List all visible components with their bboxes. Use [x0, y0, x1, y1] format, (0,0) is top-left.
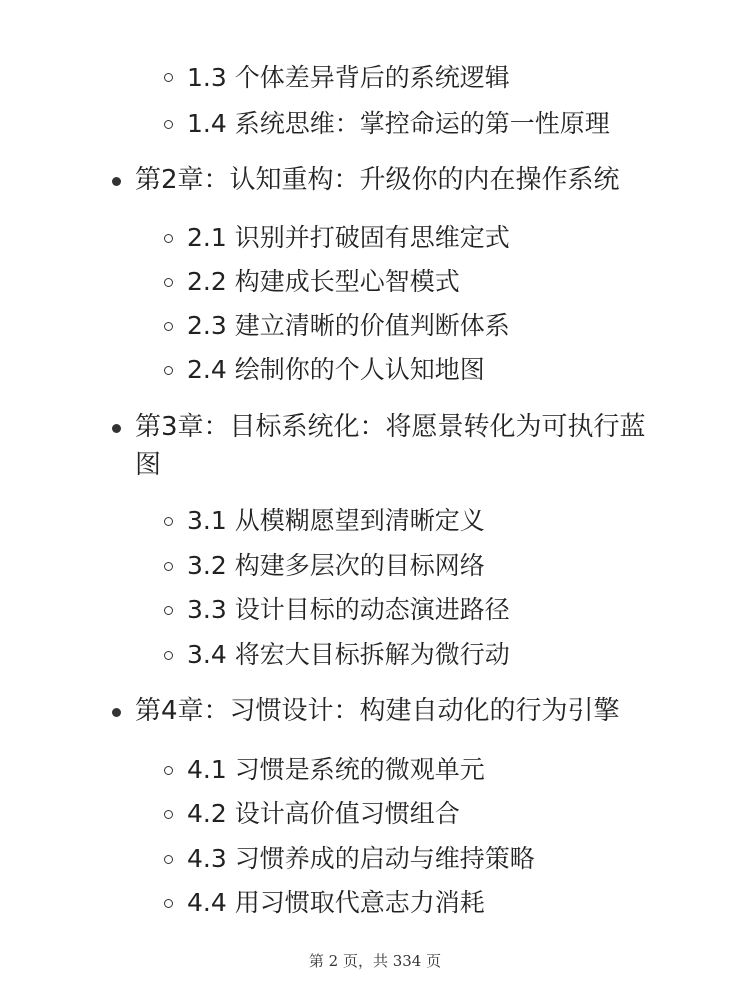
section-title: 个体差异背后的系统逻辑: [234, 63, 510, 92]
list-bullet-disc-icon: [112, 177, 121, 186]
list-bullet-circle-icon: [164, 366, 173, 375]
list-bullet-circle-icon: [164, 562, 173, 571]
toc-chapter-2[interactable]: 第2章：认知重构：升级你的内在操作系统: [135, 165, 620, 195]
list-bullet-circle-icon: [164, 278, 173, 287]
toc-chapter-4[interactable]: 第4章：习惯设计：构建自动化的行为引擎: [135, 696, 620, 726]
toc-section-3-3[interactable]: 3.3 设计目标的动态演进路径: [187, 595, 510, 624]
toc-chapter-3[interactable]: [135, 406, 646, 449]
toc-section-4-2[interactable]: 4.2 设计高价值习惯组合: [187, 799, 460, 828]
list-bullet-disc-icon: [112, 424, 121, 433]
toc-section-2-2[interactable]: 2.2 构建成长型心智模式: [187, 267, 460, 296]
list-bullet-circle-icon: [164, 234, 173, 243]
chapter-title-line2: 图: [135, 450, 162, 480]
list-bullet-circle-icon: [164, 651, 173, 660]
list-bullet-circle-icon: [164, 73, 173, 82]
toc-section-3-2[interactable]: 3.2 构建多层次的目标网络: [187, 551, 485, 580]
list-bullet-circle-icon: [164, 517, 173, 526]
section-number: 1.3: [187, 63, 227, 92]
list-bullet-circle-icon: [164, 899, 173, 908]
toc-section-4-1[interactable]: 4.1 习惯是系统的微观单元: [187, 755, 485, 784]
chapter-title-line1: 第3章：目标系统化：将愿景转化为可执行蓝: [135, 412, 646, 442]
toc-section-2-3[interactable]: 2.3 建立清晰的价值判断体系: [187, 311, 510, 340]
list-bullet-circle-icon: [164, 322, 173, 331]
toc-section-4-4[interactable]: 4.4 用习惯取代意志力消耗: [187, 888, 485, 917]
page-footer: 第 2 页，共 334 页: [308, 952, 442, 970]
toc-section-1-3[interactable]: [187, 56, 510, 99]
toc-section-1-4[interactable]: [187, 102, 610, 145]
section-number: 1.4: [187, 109, 227, 138]
list-bullet-disc-icon: [112, 708, 121, 717]
toc-section-2-1[interactable]: 2.1 识别并打破固有思维定式: [187, 223, 510, 252]
toc-section-3-4[interactable]: 3.4 将宏大目标拆解为微行动: [187, 640, 510, 669]
list-bullet-circle-icon: [164, 766, 173, 775]
list-bullet-circle-icon: [164, 810, 173, 819]
list-bullet-circle-icon: [164, 120, 173, 129]
toc-section-3-1[interactable]: 3.1 从模糊愿望到清晰定义: [187, 506, 485, 535]
toc-section-4-3[interactable]: 4.3 习惯养成的启动与维持策略: [187, 844, 535, 873]
list-bullet-circle-icon: [164, 855, 173, 864]
toc-section-2-4[interactable]: 2.4 绘制你的个人认知地图: [187, 355, 485, 384]
section-title: 系统思维：掌控命运的第一性原理: [234, 109, 610, 138]
list-bullet-circle-icon: [164, 606, 173, 615]
